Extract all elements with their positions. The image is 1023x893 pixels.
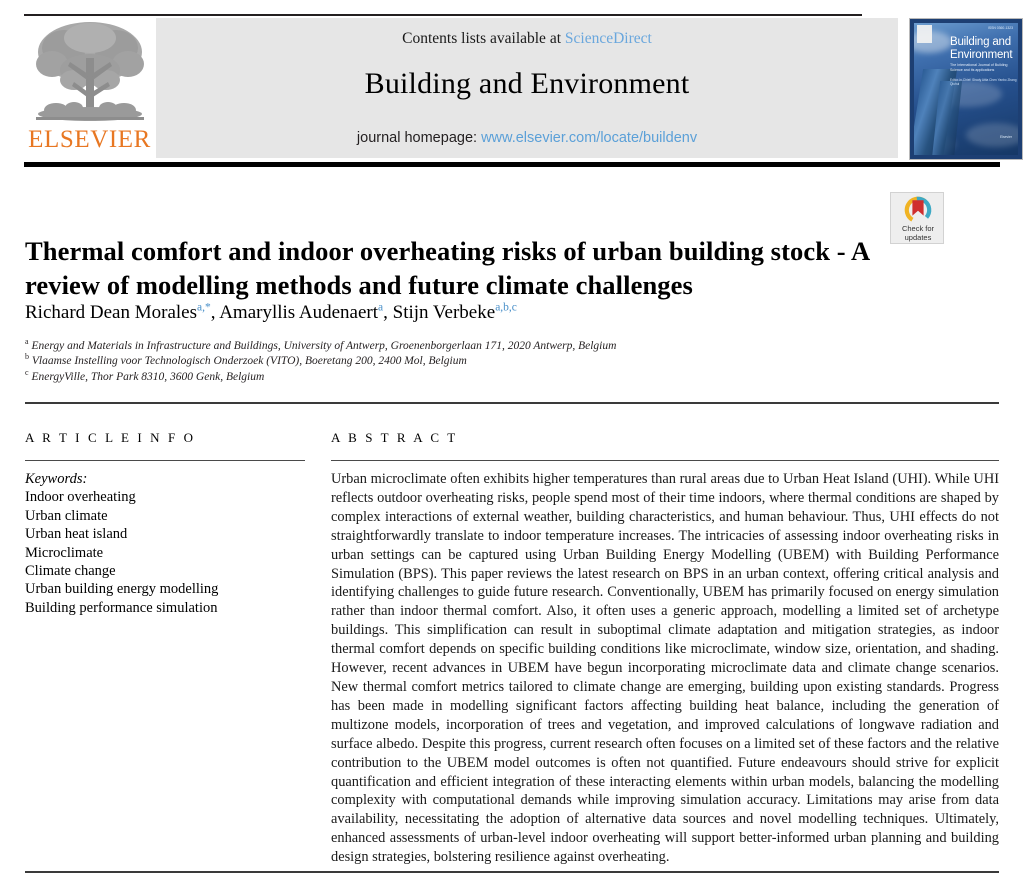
bottom-divider-rule — [25, 871, 999, 873]
contents-prefix-text: Contents lists available at — [402, 30, 565, 47]
cover-subtitle-secondary: Editor-in-Chief: Shady Attia Chen Yanbo Zhang Qiuhui — [950, 78, 1017, 87]
article-info-heading: A R T I C L E I N F O — [25, 430, 196, 445]
author-affiliation-marker: a,b,c — [495, 301, 517, 314]
cover-elsevier-mark-icon — [917, 25, 932, 43]
affiliation-marker: a — [25, 337, 29, 347]
crossmark-badge[interactable] — [890, 192, 944, 244]
keyword-item: Building performance simulation — [25, 599, 218, 616]
article-info-column — [25, 430, 305, 617]
elsevier-wordmark: ELSEVIER — [28, 126, 151, 153]
affiliation-text: Vlaamse Instelling voor Technologisch Onderzoek (VITO), Boeretang 200, 2400 Mol, Belgium — [31, 355, 467, 368]
author-entry[interactable] — [25, 302, 211, 323]
cover-bottom-mark: Elsevier — [999, 135, 1012, 139]
elsevier-tree-logo-icon — [30, 18, 150, 126]
cover-title-line1: Building and — [950, 36, 1011, 48]
elsevier-logo — [24, 18, 155, 158]
crossmark-logo-icon — [904, 196, 932, 224]
cover-top-mark: ISSN 0360-1323 — [987, 26, 1013, 30]
affiliation-item — [25, 339, 925, 354]
author-name: Amaryllis Audenaert — [219, 302, 379, 323]
masthead-bottom-bar — [24, 162, 1000, 167]
keyword-item: Urban building energy modelling — [25, 581, 219, 598]
article-info-underline — [25, 460, 305, 461]
crossmark-label-line2: updates — [904, 233, 932, 242]
crossmark-label — [891, 224, 945, 242]
affiliation-list — [25, 339, 925, 385]
abstract-column — [331, 430, 999, 867]
journal-homepage-line — [156, 130, 898, 146]
affiliation-item — [25, 367, 925, 385]
affiliation-marker: b — [25, 352, 29, 362]
author-separator: , — [383, 302, 393, 323]
cover-title-line2: Environment — [950, 48, 1013, 61]
homepage-prefix-text: journal homepage: — [356, 130, 482, 146]
affiliation-text: Energy and Materials in Infrastructure and Buildings, University of Antwerp, Groenenborgerlaan 171, 2020 Antwerp, Belgium — [31, 340, 617, 352]
abstract-underline — [331, 460, 999, 461]
journal-title: Building and Environment — [364, 67, 690, 100]
author-affiliation-marker: a — [378, 301, 384, 314]
journal-homepage-link[interactable]: www.elsevier.com/locate/buildenv — [481, 130, 698, 146]
journal-cover-artwork — [914, 23, 1018, 155]
crossmark-label-line1: Check for — [901, 224, 935, 233]
keyword-item: Indoor overheating — [25, 489, 136, 506]
author-separator: , — [210, 302, 220, 323]
keyword-item: Urban climate — [25, 507, 108, 524]
keyword-item: Urban heat island — [25, 526, 128, 543]
author-name: Stijn Verbeke — [392, 302, 496, 323]
contents-lists-line — [156, 30, 898, 48]
keyword-item: Microclimate — [25, 544, 104, 561]
author-affiliation-marker: a,* — [197, 301, 211, 314]
section-divider-rule — [25, 402, 999, 404]
author-entry[interactable] — [219, 302, 383, 323]
keyword-item: Climate change — [25, 563, 116, 580]
paper-title: Thermal comfort and indoor overheating risks of urban building stock - A review of modelling methods and future climate challenges — [25, 235, 869, 300]
cover-subtitle: The International Journal of Building Science and its applications — [950, 63, 1008, 72]
cover-title — [950, 36, 1018, 61]
affiliation-text: EnergyVille, Thor Park 8310, 3600 Genk, Belgium — [31, 370, 265, 383]
keywords-label: Keywords: — [25, 471, 88, 487]
author-entry[interactable] — [393, 302, 517, 323]
contents-panel — [156, 18, 898, 158]
affiliation-marker: c — [25, 367, 29, 377]
journal-masthead — [24, 16, 1017, 158]
sciencedirect-link[interactable]: ScienceDirect — [564, 30, 652, 47]
journal-cover-thumbnail[interactable] — [909, 18, 1023, 160]
author-list — [25, 301, 925, 325]
author-name: Richard Dean Morales — [25, 302, 197, 323]
abstract-heading: A B S T R A C T — [331, 430, 458, 445]
abstract-text: Urban microclimate often exhibits higher temperatures than rural areas due to Urban Heat Island (UHI). While UHI reflects outdoor overheating risks, people spend most of their time indoors, where thermal conditions are shaped by complex interactions of external weather, building characteristics, and human behaviour. Thus, UHI effects do not straightforwardly translate to indoor temperature increases. The intricacies of assessing indoor overheating risks in urban settings can be captured using Urban Building Energy Modelling (UBEM) with Building Performance Simulation (BPS). This paper reviews the latest research on BPS in an urban context, offering critical analysis and identifying challenges to guide future research. Conventionally, UBEM has primarily focused on energy simulation rather than indoor thermal comfort. Also, it often uses a generic approach, modelling a limited set of archetype buildings. This simplification can result in suboptimal climate adaptation and mitigation strategies, as indoor thermal comfort depends on specific building conditions like microclimate, window size, orientation, and shading. However, recent advances in UBEM have begun incorporating microclimate data and climate change scenarios. New thermal comfort metrics tailored to climate change are emerging, building upon existing standards. Progress has been made in modelling significant factors affecting building heat balance, including the generation of multizone models, incorporation of trees and vegetation, and improved calculations of longwave radiation and surface albedo. Despite this progress, current research often focuses on a limited set of these factors and the relative contribution to the UBEM model outcomes is often not quantified. Future endeavours should strive for explicit quantification and efficient integration of these interacting elements within urban models, balancing the modelling complexity with computational demands while improving simulation accuracy. Limitations may arise from data availability, necessitating the adoption of alternative data sources and novel modelling techniques. Ultimately, enhanced assessments of urban-level indoor overheating will support better-informed urban planning and building design strategies, bolstering resilience against overheating. — [331, 471, 999, 866]
affiliation-item — [25, 354, 925, 369]
